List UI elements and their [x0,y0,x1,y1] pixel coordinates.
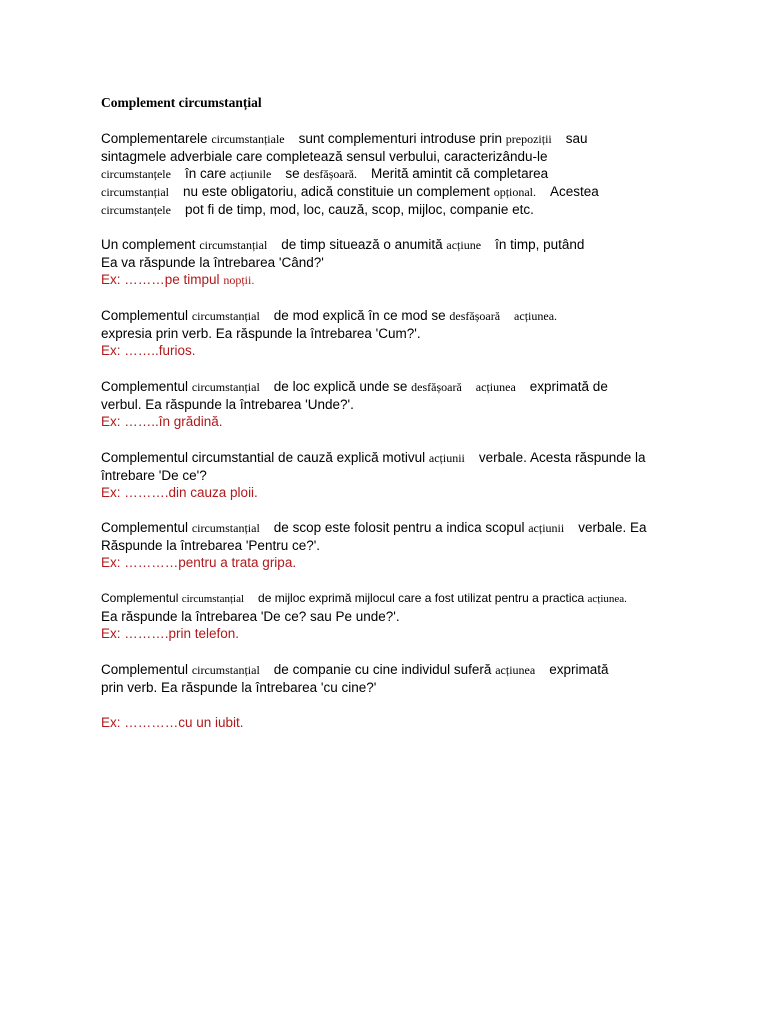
text-run: exprimată de [529,379,608,394]
text-run: Complementul [101,379,189,394]
text-run: circumstanțial [101,185,169,200]
text-run: circumstanțiale [211,132,285,146]
text-run: Un complement [101,237,196,252]
text-run: de timp situează o anumită [281,237,443,252]
text-run: verbale. Acesta răspunde la [478,450,646,465]
text-run: acțiunii [528,521,565,535]
cause-paragraph [101,449,681,502]
text-run: în care [184,166,227,182]
company-example [101,714,681,732]
paragraph-line [101,201,681,219]
text-run: circumstanțial [191,380,260,394]
paragraph-line [101,590,681,608]
text-run: acțiunea [475,380,516,394]
text-run: sunt complementuri introduse prin [298,131,502,146]
text-run: Complementul [101,308,189,323]
paragraph-line [101,661,681,679]
text-run: Complementul [101,520,189,535]
means-paragraph [101,590,681,643]
text-run: acțiunile [230,167,272,182]
paragraph-line: sintagmele adverbiale care completează sensul verbului, caracterizându-le [101,148,548,164]
text-run: Merită amintit că completarea [371,166,549,182]
place-paragraph [101,378,681,431]
paragraph-line [101,165,681,183]
document-title: Complement circumstanțial [101,95,262,110]
paragraph-line [101,449,681,467]
paragraph-line [101,183,681,201]
text-run: de companie cu cine individul suferă [273,662,492,677]
text-run: de mod explică în ce mod se [273,308,446,323]
paragraph-line: Ea răspunde la întrebarea 'De ce? sau Pe unde?'. [101,608,400,624]
paragraph-line: expresia prin verb. Ea răspunde la întrebarea 'Cum?'. [101,325,421,341]
text-run: acțiunea. [514,309,558,323]
text-run: desfășoară [411,380,462,394]
paragraph-line [101,130,681,148]
text-run: verbale. Ea [578,520,647,535]
time-paragraph [101,236,681,289]
text-run: în timp, putând [495,237,585,252]
text-run: se [285,166,300,182]
text-run: de scop este folosit pentru a indica scopul [273,520,525,535]
text-run: Complementarele [101,131,208,146]
text-run: Complementul [101,662,189,677]
text-run: acțiune [446,238,482,252]
example-line: Ex: …………cu un iubit. [101,715,244,730]
text-run: pot fi de timp, mod, loc, cauză, scop, mijloc, companie etc. [184,201,534,217]
text-run: Acestea [550,184,599,200]
text-run: opțional. [493,185,537,200]
paragraph-line: Ea va răspunde la întrebarea 'Când?' [101,254,324,270]
text-run: sau [565,131,588,146]
manner-paragraph [101,307,681,360]
text-run: nopții. [223,273,255,288]
text-run: Ex: ………pe timpul [101,272,220,288]
paragraph-line: întrebare 'De ce'? [101,467,207,483]
text-run: circumstanțele [101,202,171,217]
paragraph-line [101,236,681,254]
example-line: Ex: ……..furios. [101,343,196,359]
text-run: acțiunea [495,663,536,677]
text-run: circumstanțial [181,593,245,605]
text-run: de mijloc exprimă mijlocul care a fost utilizat pentru a practica [258,591,585,605]
text-run: de loc explică unde se [273,379,408,394]
purpose-paragraph [101,519,681,572]
text-run: Complementul circumstantial de cauză explică motivul [101,450,426,465]
example-line: Ex: ……….din cauza ploii. [101,485,258,501]
text-run: desfășoară [449,309,501,323]
intro-paragraph [101,130,681,218]
text-run: exprimată [549,662,609,677]
example-line: Ex: ……..în grădină. [101,414,223,430]
paragraph-line: verbul. Ea răspunde la întrebarea 'Unde?'. [101,396,354,412]
company-paragraph [101,661,681,696]
paragraph-line [101,519,681,537]
text-run: desfășoară. [303,167,358,182]
paragraph-line: prin verb. Ea răspunde la întrebarea 'cu cine?' [101,679,377,695]
paragraph-line [101,307,681,325]
text-run: acțiunea. [587,593,627,605]
text-run: Complementul [101,591,179,605]
text-run: nu este obligatoriu, adică constituie un complement [182,184,490,200]
example-line: Ex: ……….prin telefon. [101,626,240,642]
text-run: circumstanțial [199,238,268,252]
example-line [101,271,681,289]
text-run: acțiunii [428,451,465,465]
text-run: circumstanțial [191,521,260,535]
paragraph-line [101,378,681,396]
example-line: Ex: …………pentru a trata gripa. [101,555,297,571]
paragraph-line: Răspunde la întrebarea 'Pentru ce?'. [101,537,321,553]
text-run: prepoziții [505,132,552,146]
text-run: circumstanțial [191,663,260,677]
text-run: circumstanțial [191,309,260,323]
text-run: circumstanțele [101,167,171,182]
